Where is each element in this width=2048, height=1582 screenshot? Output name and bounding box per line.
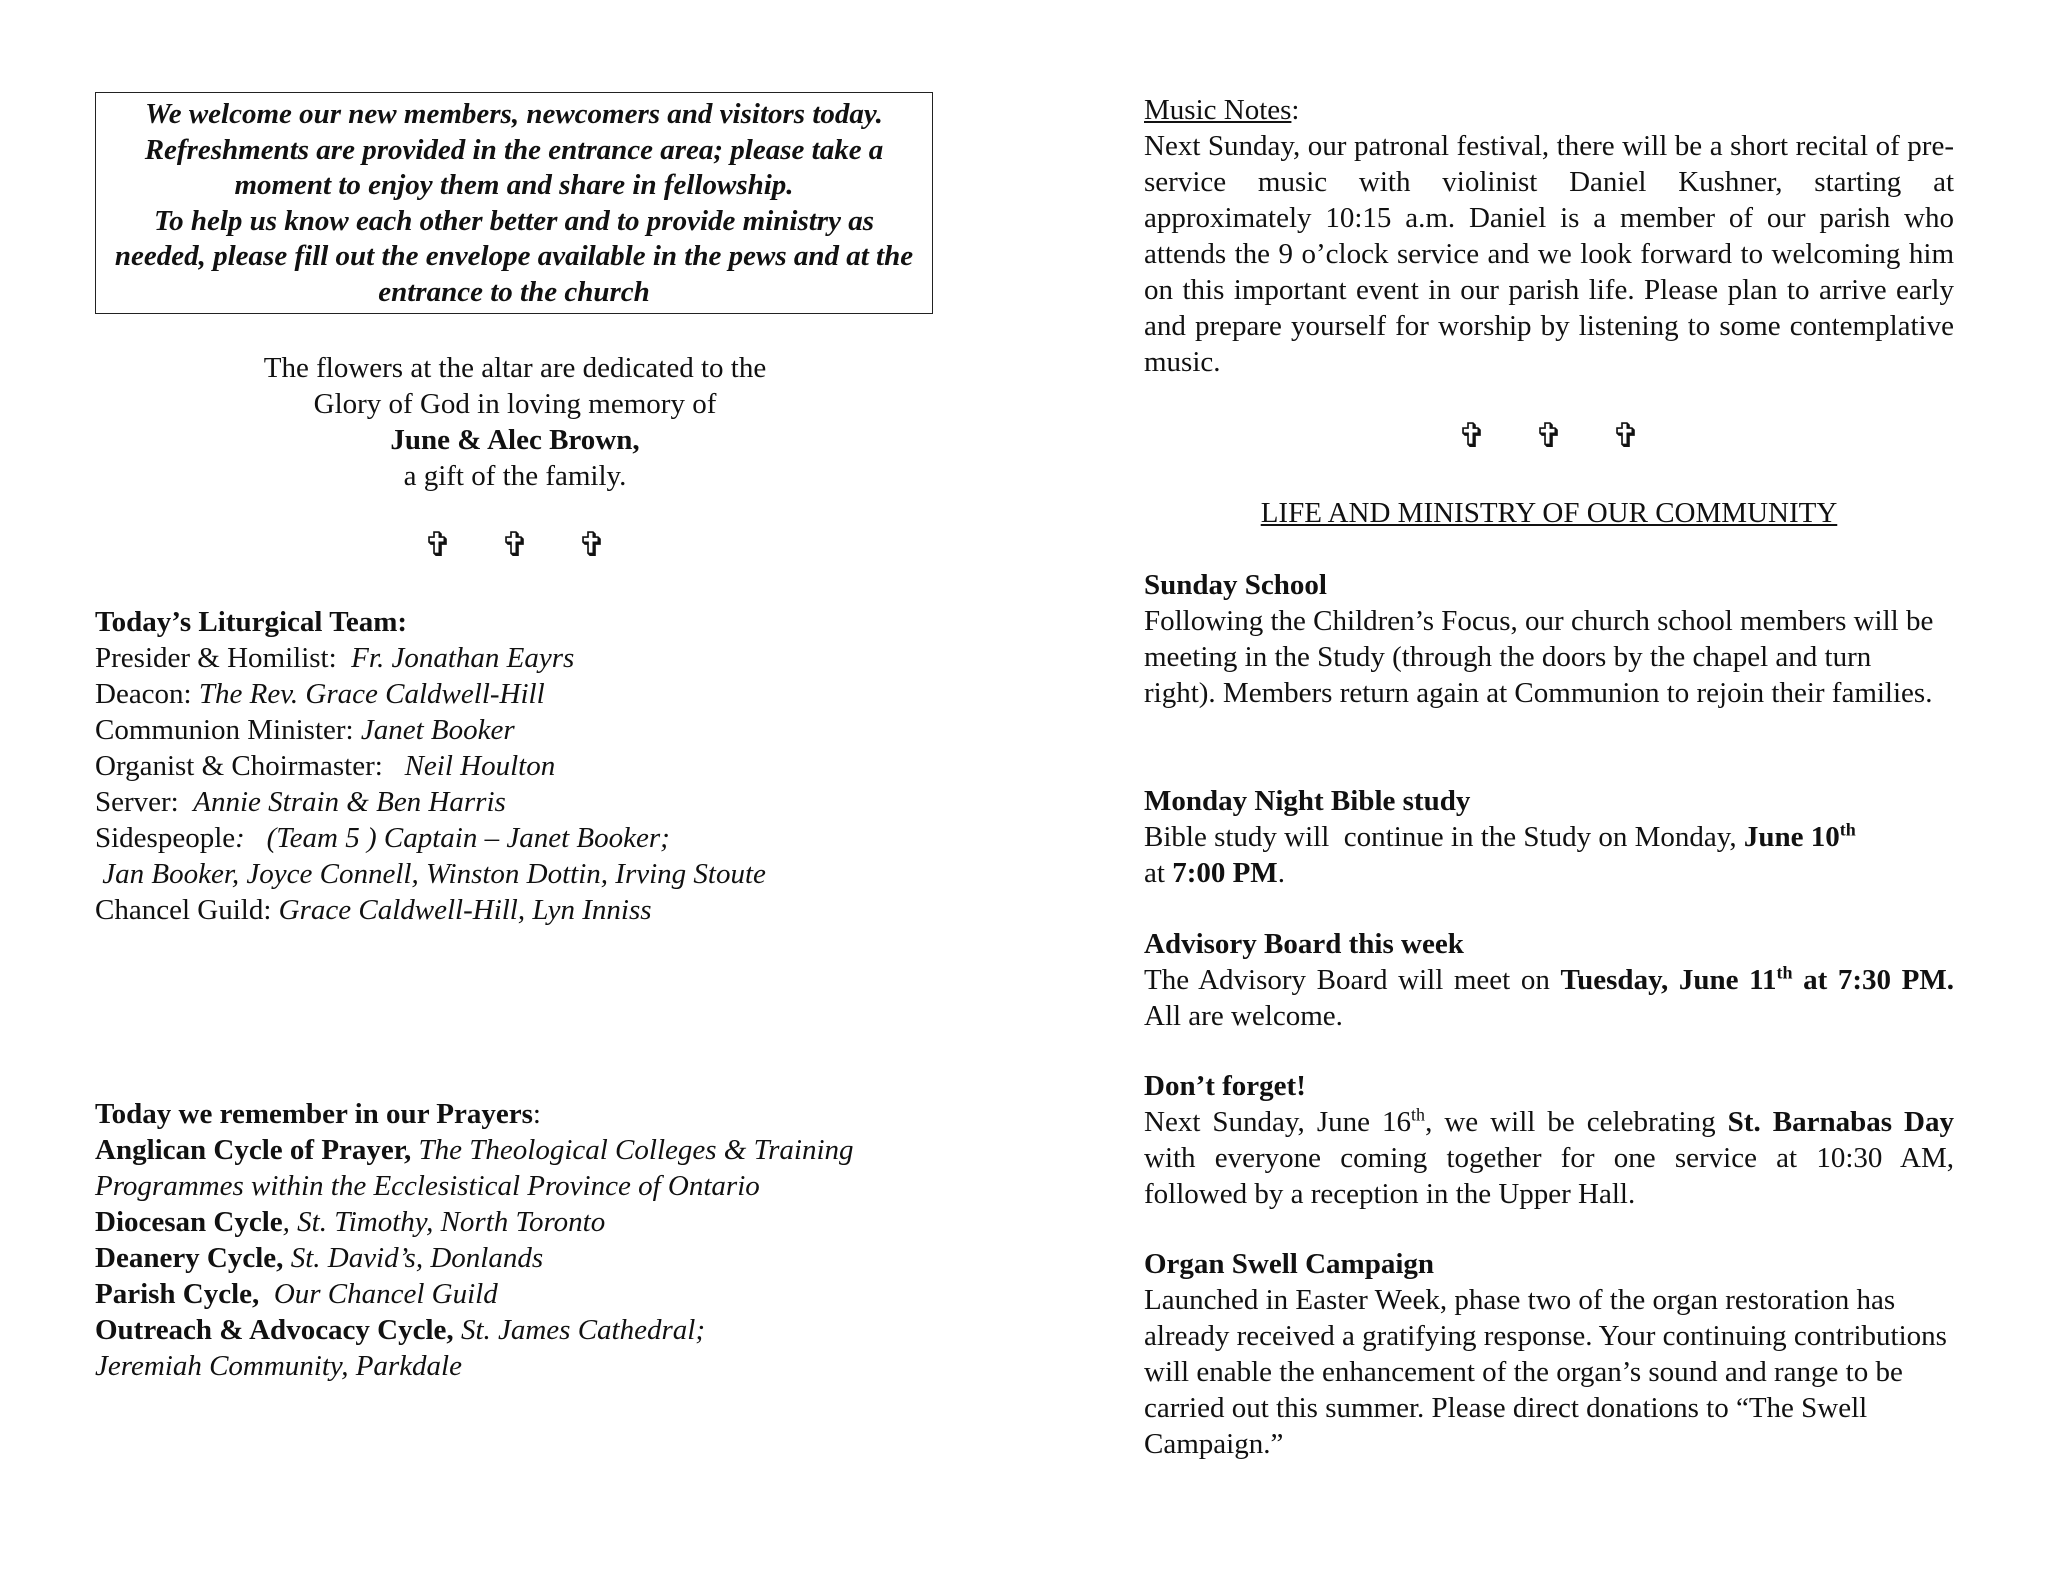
prayers <box>95 1096 855 1384</box>
prayers-heading-colon: : <box>532 1098 541 1130</box>
dont-forget-date-suffix: th <box>1411 1104 1426 1125</box>
prayer-cycle-value: The Theological Colleges & Training Programmes within the Ecclesistical Province of Ontario <box>95 1134 854 1202</box>
welcome-line: Refreshments are provided in the entrance area; please take a moment to enjoy them and share in fellowship. <box>144 133 884 201</box>
team-role: Server: <box>95 786 194 818</box>
bible-study-body: at <box>1144 857 1173 889</box>
team-member: Janet Booker <box>360 714 515 746</box>
flowers-line: Glory of God in loving memory of <box>313 388 717 420</box>
bible-study <box>1144 783 1954 891</box>
music-notes-heading: Music Notes <box>1144 94 1292 126</box>
bible-study-body: Bible study will continue in the Study on Monday, <box>1144 821 1744 853</box>
team-member: The Rev. Grace Caldwell-Hill <box>198 678 545 710</box>
cross-icon: ✞ <box>577 527 607 564</box>
team-member: : (Team 5 ) Captain – Janet Booker; <box>235 822 670 854</box>
sidespeople-names: Jan Booker, Joyce Connell, Winston Dottin, Irving Stoute <box>95 858 766 890</box>
dont-forget <box>1144 1068 1962 1212</box>
team-row <box>95 676 935 712</box>
flowers-honorees: June & Alec Brown, <box>390 424 640 456</box>
cross-icon: ✞ <box>423 527 453 564</box>
team-role: Deacon: <box>95 678 199 710</box>
organ-campaign-body: Launched in Easter Week, phase two of the organ restoration has already received a gratifying response. Your continuing contributions will enable the enhancement of the organ’s sound and range to be carried out this summer. Please direct donations to “The Swell Campaign.” <box>1144 1284 1947 1460</box>
bible-study-end: . <box>1277 857 1285 889</box>
advisory-board-heading: Advisory Board this week <box>1144 928 1464 960</box>
bible-study-date-suffix: th <box>1839 819 1856 840</box>
advisory-board-body: The Advisory Board will meet on <box>1144 964 1561 996</box>
cross-divider <box>95 528 935 564</box>
team-row <box>95 748 935 784</box>
team-member: Grace Caldwell-Hill, Lyn Inniss <box>278 894 652 926</box>
cross-icon: ✞ <box>1534 418 1564 455</box>
prayers-heading: Today we remember in our Prayers <box>95 1098 533 1130</box>
team-member: Neil Houlton <box>404 750 556 782</box>
prayer-cycle-label: Diocesan Cycle <box>95 1206 283 1238</box>
advisory-board-end: All are welcome. <box>1144 964 1962 1032</box>
team-role: Organist & Choirmaster: <box>95 750 405 782</box>
cross-icon: ✞ <box>500 527 530 564</box>
music-notes <box>1144 92 1954 380</box>
prayer-cycle-value: St. David’s, Donlands <box>283 1242 544 1274</box>
team-member: Fr. Jonathan Eayrs <box>351 642 575 674</box>
sunday-school <box>1144 567 1934 711</box>
dont-forget-body: with everyone coming together for one service at 10:30 AM, followed by a reception in the Upper Hall. <box>1144 1106 1962 1210</box>
team-role: Communion Minister: <box>95 714 361 746</box>
dont-forget-heading: Don’t forget! <box>1144 1070 1306 1102</box>
dont-forget-body: Next Sunday, June 16 <box>1144 1106 1412 1138</box>
community-section-heading: LIFE AND MINISTRY OF OUR COMMUNITY <box>1260 497 1838 529</box>
welcome-notice <box>95 92 933 314</box>
team-row <box>95 784 935 820</box>
sunday-school-heading: Sunday School <box>1144 569 1327 601</box>
prayer-cycle-value: St. James Cathedral; Jeremiah Community, Parkdale <box>95 1314 705 1382</box>
flowers-line: The flowers at the altar are dedicated to the <box>263 352 767 384</box>
advisory-board-date-suffix: th <box>1776 962 1793 983</box>
team-row <box>95 640 935 676</box>
advisory-board <box>1144 926 1962 1034</box>
cross-divider <box>1144 419 1954 455</box>
prayer-cycle-value: , St. Timothy, North Toronto <box>282 1206 606 1238</box>
prayer-cycle-label: Anglican Cycle of Prayer, <box>95 1134 412 1166</box>
flowers-line: a gift of the family. <box>403 460 627 492</box>
team-role: Chancel Guild: <box>95 894 279 926</box>
team-role: Sidespeople <box>95 822 236 854</box>
organ-swell-campaign <box>1144 1246 1949 1462</box>
bible-study-date: June 10 <box>1743 821 1840 853</box>
team-row <box>95 820 935 856</box>
team-row <box>95 892 935 928</box>
liturgical-team <box>95 604 935 928</box>
music-notes-colon: : <box>1291 94 1300 126</box>
dont-forget-body: , we will be celebrating <box>1425 1106 1728 1138</box>
advisory-board-time: at 7:30 PM. <box>1792 964 1954 996</box>
dont-forget-feast: St. Barnabas Day <box>1727 1106 1954 1138</box>
prayer-cycle-label: Parish Cycle, <box>95 1278 260 1310</box>
sunday-school-body: Following the Children’s Focus, our church school members will be meeting in the Study (through the doors by the chapel and turn right). Members return again at Communion to rejoin their families. <box>1144 605 1934 709</box>
team-role: Presider & Homilist: <box>95 642 352 674</box>
prayer-cycle-label: Outreach & Advocacy Cycle, <box>95 1314 454 1346</box>
cross-icon: ✞ <box>1611 418 1641 455</box>
organ-campaign-heading: Organ Swell Campaign <box>1144 1248 1435 1280</box>
welcome-line: We welcome our new members, newcomers and visitors today. <box>145 98 883 130</box>
altar-flowers-dedication <box>95 350 935 494</box>
welcome-line: To help us know each other better and to provide ministry as needed, please fill out the envelope available in the pews and at the entrance to the church <box>114 204 914 308</box>
bible-study-heading: Monday Night Bible study <box>1144 785 1471 817</box>
prayer-cycle-value: Our Chancel Guild <box>259 1278 498 1310</box>
team-member: Annie Strain & Ben Harris <box>193 786 506 818</box>
bible-study-time: 7:00 PM <box>1172 857 1278 889</box>
music-notes-body: Next Sunday, our patronal festival, there will be a short recital of pre-service music with violinist Daniel Kushner, starting at approximately 10:15 a.m. Daniel is a member of our parish who attends the 9 o’clock service and we look forward to welcoming him on this important event in our parish life. Please plan to arrive early and prepare yourself for worship by listening to some contemplative music. <box>1144 130 1954 378</box>
liturgical-team-heading: Today’s Liturgical Team: <box>95 606 408 638</box>
prayer-cycle-label: Deanery Cycle, <box>95 1242 284 1274</box>
advisory-board-date: Tuesday, June 11 <box>1560 964 1777 996</box>
team-row <box>95 712 935 748</box>
cross-icon: ✞ <box>1457 418 1487 455</box>
